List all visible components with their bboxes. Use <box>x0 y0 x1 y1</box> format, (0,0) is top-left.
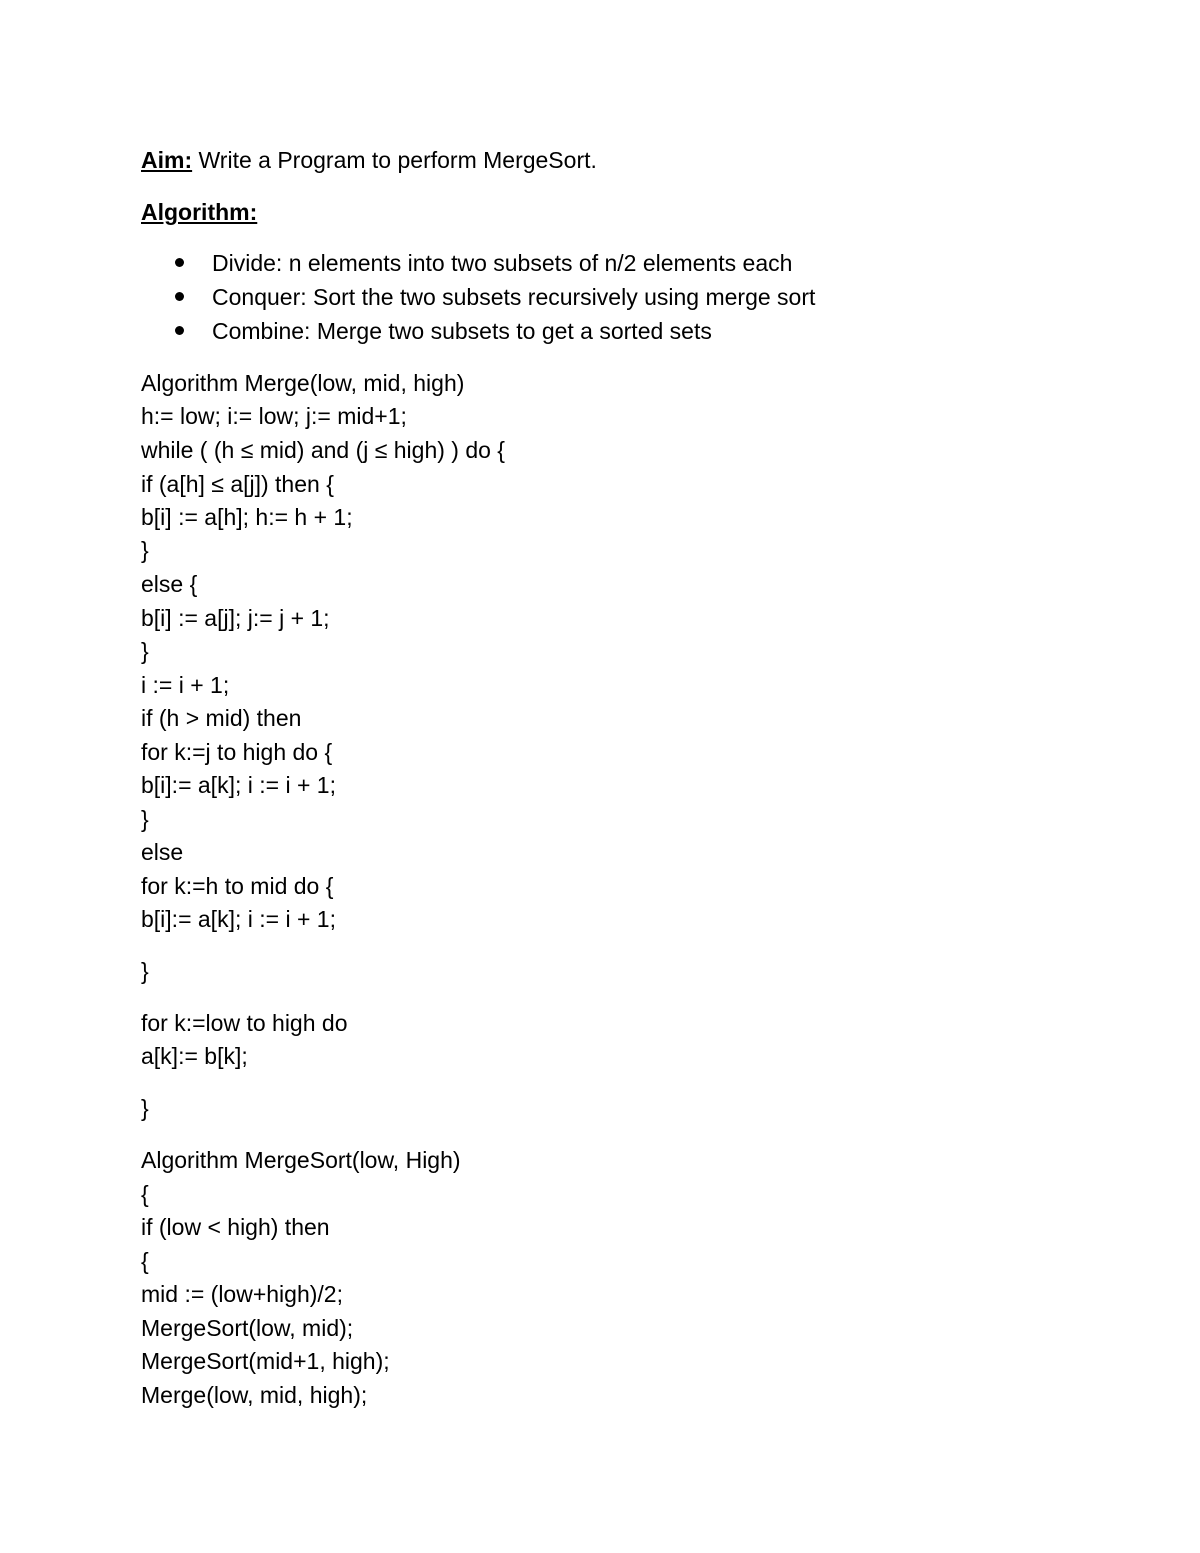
code-line: b[i] := a[h]; h:= h + 1; <box>141 504 353 530</box>
code-line: } <box>141 638 149 664</box>
code-line: } <box>141 537 149 563</box>
code-line: MergeSort(low, mid); <box>141 1315 354 1341</box>
code-line: for k:=j to high do { <box>141 739 333 765</box>
bullet-icon <box>175 292 184 301</box>
bullet-item-divide: Divide: n elements into two subsets of n/2 elements each <box>212 250 793 276</box>
code-line: i := i + 1; <box>141 672 230 698</box>
code-line: for k:=low to high do <box>141 1010 348 1036</box>
code-line: if (low < high) then <box>141 1214 330 1240</box>
aim-text: Write a Program to perform MergeSort. <box>192 147 597 173</box>
code-line: } <box>141 806 149 832</box>
code-line: Algorithm MergeSort(low, High) <box>141 1147 461 1173</box>
code-line: } <box>141 958 149 984</box>
code-line: else <box>141 839 184 865</box>
code-line: Merge(low, mid, high); <box>141 1382 368 1408</box>
bullet-icon <box>175 326 184 335</box>
code-line: if (h > mid) then <box>141 705 302 731</box>
code-line: if (a[h] ≤ a[j]) then { <box>141 471 334 497</box>
code-line: MergeSort(mid+1, high); <box>141 1348 390 1374</box>
code-line: } <box>141 1095 149 1121</box>
code-line: for k:=h to mid do { <box>141 873 334 899</box>
aim-label: Aim: <box>141 147 193 173</box>
code-line: mid := (low+high)/2; <box>141 1281 343 1307</box>
code-line: h:= low; i:= low; j:= mid+1; <box>141 403 407 429</box>
code-line: a[k]:= b[k]; <box>141 1043 248 1069</box>
code-line: b[i]:= a[k]; i := i + 1; <box>141 906 336 932</box>
code-line: { <box>141 1181 149 1207</box>
aim-line <box>141 147 597 173</box>
code-line: while ( (h ≤ mid) and (j ≤ high) ) do { <box>141 437 505 463</box>
code-line: b[i]:= a[k]; i := i + 1; <box>141 772 336 798</box>
bullet-icon <box>175 258 184 267</box>
algorithm-heading: Algorithm: <box>141 199 258 225</box>
code-line: { <box>141 1248 149 1274</box>
code-line: b[i] := a[j]; j:= j + 1; <box>141 605 330 631</box>
bullet-item-combine: Combine: Merge two subsets to get a sorted sets <box>212 318 712 344</box>
code-line: Algorithm Merge(low, mid, high) <box>141 370 465 396</box>
bullet-item-conquer: Conquer: Sort the two subsets recursively using merge sort <box>212 284 816 310</box>
code-line: else { <box>141 571 198 597</box>
